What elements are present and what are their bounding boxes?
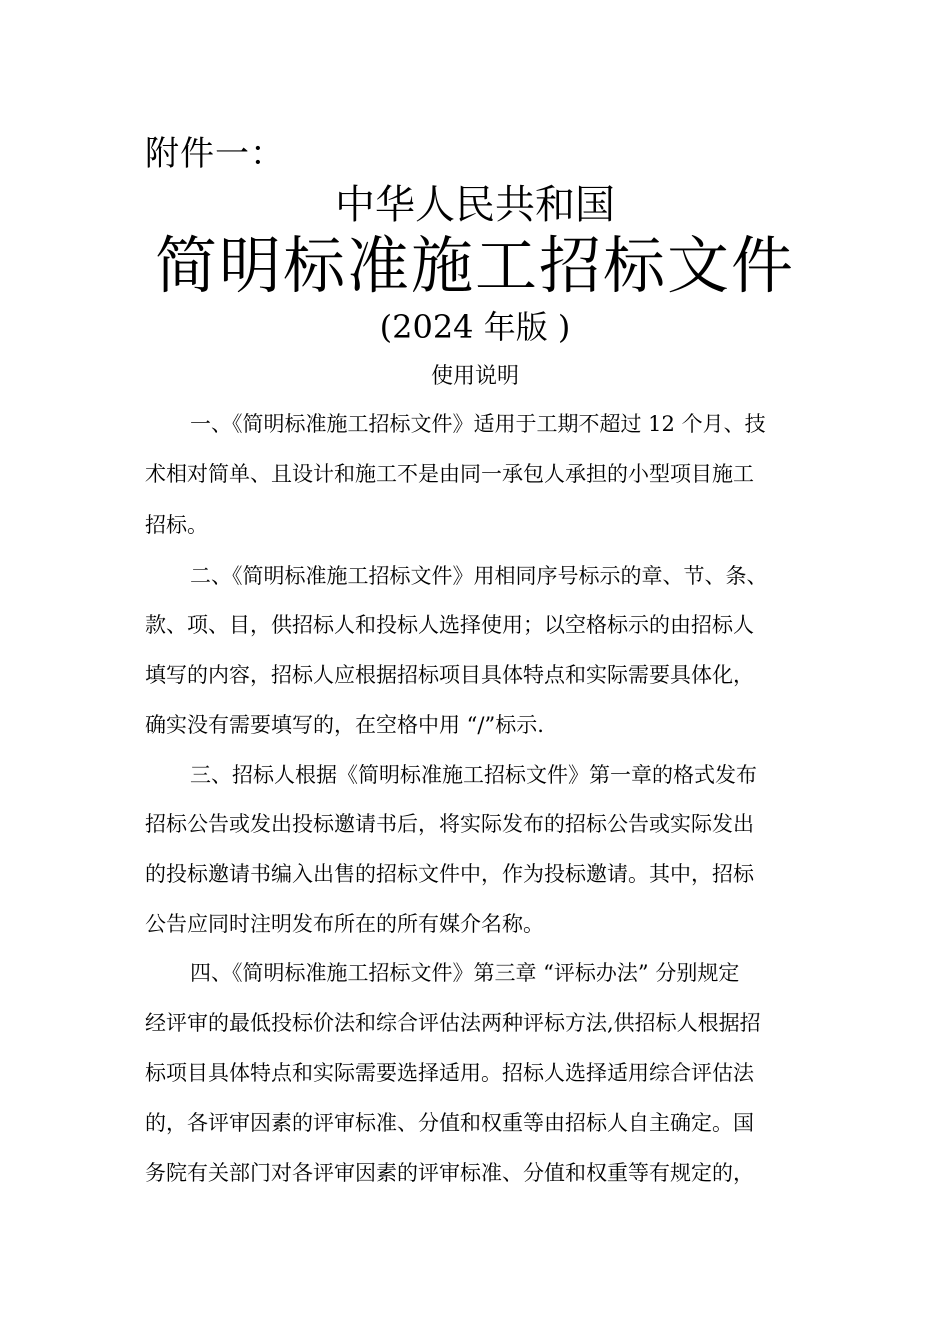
paragraph-4-line-5: 务院有关部门对各评审因素的评审标准、分值和权重等有规定的，	[145, 1161, 754, 1185]
document-subtitle: 中华人民共和国	[335, 182, 615, 228]
paragraph-1-line-2: 术相对简单、且设计和施工不是由同一承包人承担的小型项目施工	[145, 462, 754, 486]
paragraph-3-line-2: 招标公告或发出投标邀请书后，将实际发布的招标公告或实际发出	[145, 812, 754, 836]
paragraph-2-line-4: 确实没有需要填写的，在空格中用 “/”标示.	[145, 713, 544, 737]
paragraph-4-line-2: 经评审的最低投标价法和综合评估法两种评标方法,供招标人根据招	[145, 1011, 761, 1035]
paragraph-1-line-3: 招标。	[145, 513, 208, 537]
paragraph-4-line-1: 四、《简明标准施工招标文件》第三章 “评标办法” 分别规定	[190, 961, 740, 985]
paragraph-3-line-3: 的投标邀请书编入出售的招标文件中，作为投标邀请。其中，招标	[145, 862, 754, 886]
paragraph-3-line-4: 公告应同时注明发布所在的所有媒介名称。	[145, 912, 544, 936]
paragraph-2-line-1: 二、《简明标准施工招标文件》用相同序号标示的章、节、条、	[190, 564, 768, 588]
paragraph-1-line-1: 一、《简明标准施工招标文件》适用于工期不超过 12 个月、技	[190, 412, 766, 436]
paragraph-2-line-2: 款、项、目，供招标人和投标人选择使用；以空格标示的由招标人	[145, 613, 754, 637]
paragraph-4-line-4: 的，各评审因素的评审标准、分值和权重等由招标人自主确定。国	[145, 1111, 754, 1135]
document-title: 简明标准施工招标文件	[154, 229, 795, 302]
usage-heading: 使用说明	[430, 364, 519, 389]
paragraph-4-line-3: 标项目具体特点和实际需要选择适用。招标人选择适用综合评估法	[145, 1061, 754, 1085]
paragraph-2-line-3: 填写的内容，招标人应根据招标项目具体特点和实际需要具体化，	[145, 663, 754, 687]
paragraph-3-line-1: 三、招标人根据《简明标准施工招标文件》第一章的格式发布	[190, 763, 757, 787]
edition-label: (2024 年版 )	[379, 308, 571, 346]
attachment-label: 附件一：	[145, 134, 285, 174]
